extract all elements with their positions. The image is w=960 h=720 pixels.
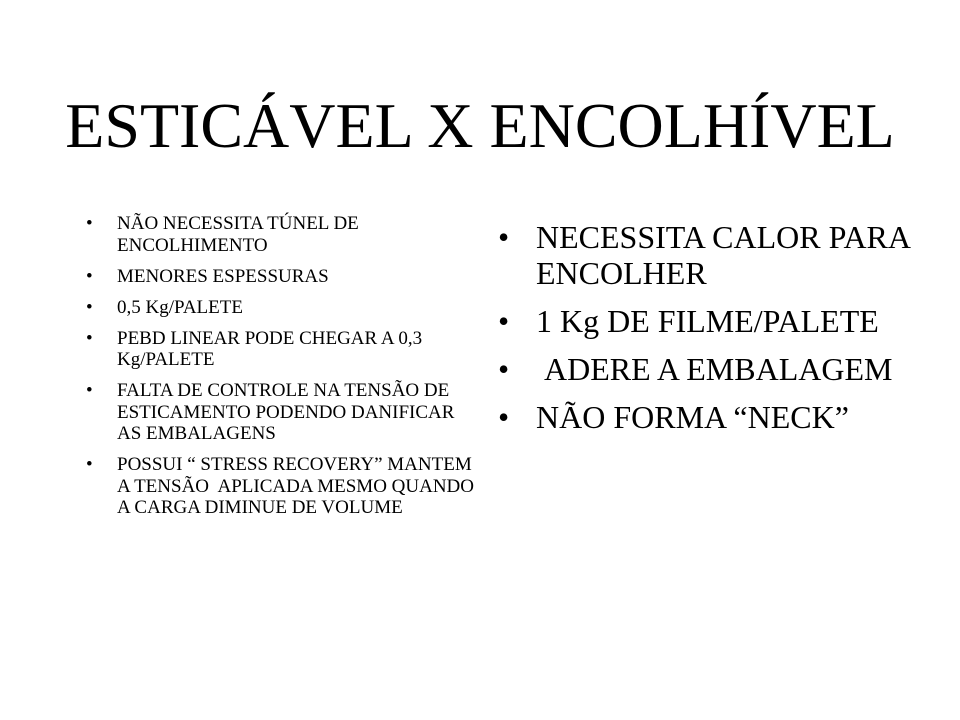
bullet-icon: • [498, 399, 510, 435]
list-item [86, 213, 476, 256]
bullet-icon: • [86, 265, 93, 287]
list-item [86, 328, 476, 371]
list-item-text: NÃO NECESSITA TÚNEL DE ENCOLHIMENTO [117, 213, 364, 256]
list-item [498, 219, 918, 291]
slide-title: ESTICÁVEL X ENCOLHÍVEL [65, 90, 895, 161]
list-item [86, 380, 476, 445]
list-item-text: NÃO FORMA “NECK” [536, 399, 849, 435]
list-item-text: ADERE A EMBALAGEM [536, 351, 893, 387]
list-item [498, 303, 918, 339]
bullet-icon: • [86, 327, 93, 349]
bullet-icon: • [498, 219, 510, 255]
list-item [498, 351, 918, 387]
list-item [498, 399, 918, 435]
bullet-icon: • [86, 380, 93, 401]
bullet-icon: • [86, 454, 93, 475]
list-item-text: NECESSITA CALOR PARA ENCOLHER [536, 219, 918, 291]
bullet-icon: • [86, 213, 93, 234]
list-item-text: 1 Kg DE FILME/PALETE [536, 303, 879, 339]
list-item-text: POSSUI “ STRESS RECOVERY” MANTEM A TENSÃO APLICADA MESMO QUANDO A CARGA DIMINUE DE VOLUME [117, 454, 478, 518]
list-item-text: FALTA DE CONTROLE NA TENSÃO DE ESTICAMENTO PODENDO DANIFICAR AS EMBALAGENS [117, 380, 459, 444]
bullet-icon: • [86, 296, 93, 318]
right-bullet-list [498, 219, 918, 447]
list-item [86, 297, 476, 319]
list-item-text: 0,5 Kg/PALETE [117, 296, 243, 318]
list-item [86, 266, 476, 288]
list-item-text: PEBD LINEAR PODE CHEGAR A 0,3 Kg/PALETE [117, 327, 427, 370]
list-item-text: MENORES ESPESSURAS [117, 265, 329, 287]
left-bullet-list [86, 213, 476, 528]
bullet-icon: • [498, 351, 510, 387]
bullet-icon: • [498, 303, 510, 339]
list-item [86, 454, 476, 519]
